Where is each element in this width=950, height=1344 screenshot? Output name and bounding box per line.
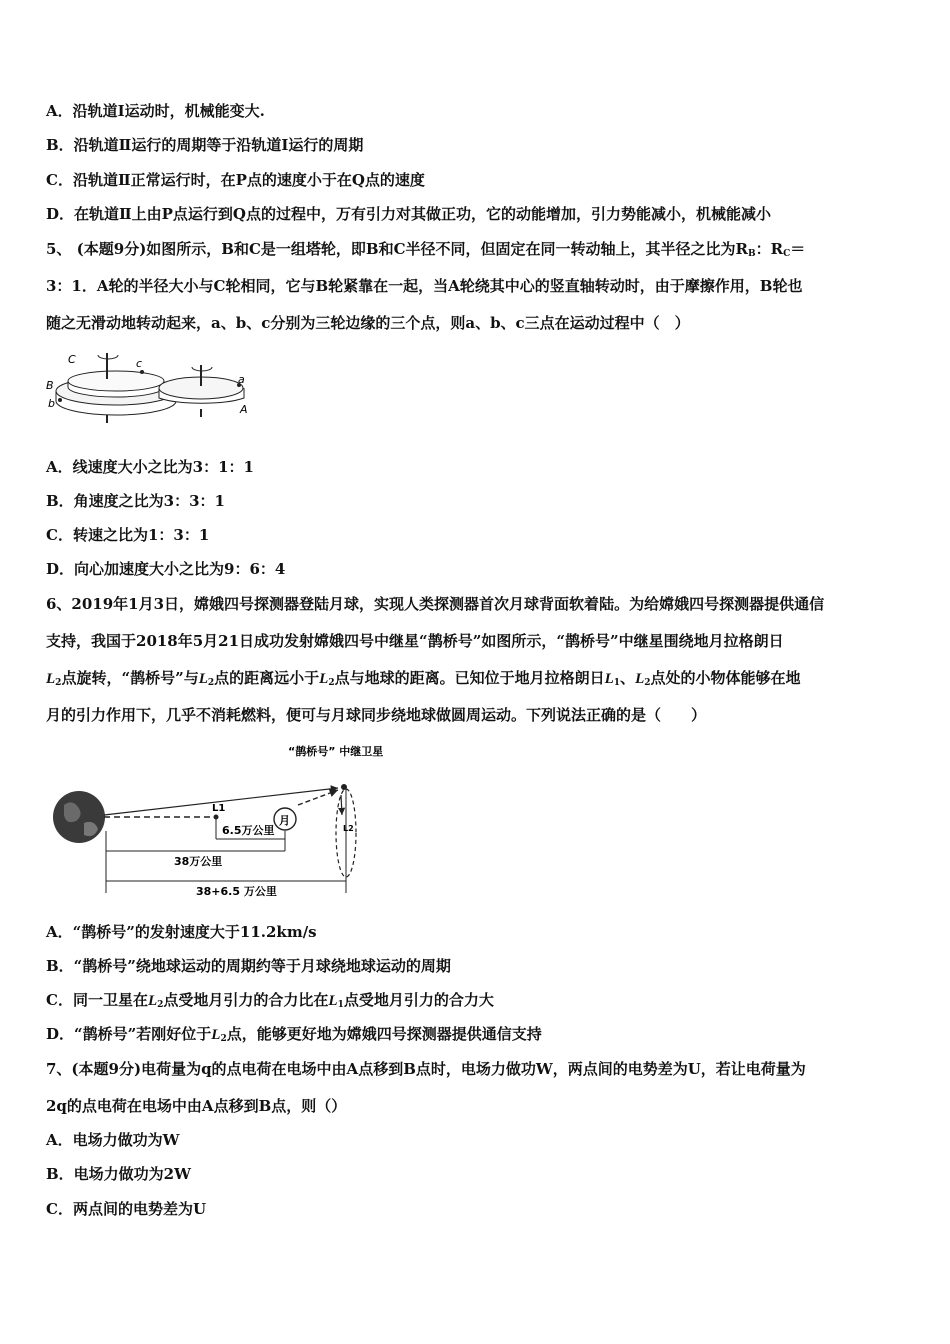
fig-label-C: C xyxy=(68,353,76,366)
q5-option-b: B．角速度之比为3：3：1 xyxy=(46,492,225,510)
fig-relay-satellite-label: “鹊桥号” 中继卫星 xyxy=(288,745,384,758)
fig-label-A: A xyxy=(240,403,248,416)
q4-option-c: C．沿轨道Ⅱ正常运行时，在P点的速度小于在Q点的速度 xyxy=(46,171,425,189)
fig-distance-earth-moon: 38万公里 xyxy=(174,855,223,868)
tower-wheel-figure xyxy=(46,343,258,425)
q7-option-a: A．电场力做功为W xyxy=(46,1131,180,1149)
fig-label-c: c xyxy=(136,357,143,370)
fig-label-B: B xyxy=(46,379,54,392)
q6-stem-line-2: 支持，我国于2018年5月21日成功发射嫦娥四号中继星“鹊桥号”如图所示，“鹊桥号”中继星围绕地月拉格朗日 xyxy=(46,632,784,650)
fig-L2-label: L2 xyxy=(343,824,354,833)
q5-stem-line-2: 3：1．A轮的半径大小与C轮相同，它与B轮紧靠在一起，当A轮绕其中心的竖直轴转动时，由于摩擦作用，B轮也 xyxy=(46,277,803,295)
q5-option-c: C．转速之比为1：3：1 xyxy=(46,526,210,544)
q5-stem-line-1: 5、 (本题9分)如图所示，B和C是一组塔轮，即B和C半径不同，但固定在同一转动轴上，其半径之比为$R_B$：$R_C=$ xyxy=(46,240,806,259)
q7-option-c: C．两点间的电势差为U xyxy=(46,1200,207,1218)
fig-label-b: b xyxy=(48,397,55,410)
q5-option-a: A．线速度大小之比为3：1：1 xyxy=(46,458,254,476)
q6-stem-line-3: $L_2$点旋转，“鹊桥号”与$L_2$点的距离远小于$L_2$点与地球的距离。已知位于地月拉格朗日$L_1$、$L_2$点处的小物体能够在地 xyxy=(46,669,801,688)
q6-option-a: A．“鹊桥号”的发射速度大于11.2km/s xyxy=(46,923,317,941)
fig-distance-L1-moon: 6.5万公里 xyxy=(222,824,275,837)
q6-option-c: C．同一卫星在$L_2$点受地月引力的合力比在$L_1$点受地月引力的合力大 xyxy=(46,991,494,1010)
q6-stem-line-4: 月的引力作用下，几乎不消耗燃料，便可与月球同步绕地球做圆周运动。下列说法正确的是（ ） xyxy=(46,706,707,724)
q6-option-d: D．“鹊桥号”若刚好位于$L_2$点，能够更好地为嫦娥四号探测器提供通信支持 xyxy=(46,1025,542,1044)
fig-L1-label: L1 xyxy=(212,803,226,814)
fig-label-a: a xyxy=(238,373,245,386)
fig-distance-earth-L2: 38+6.5 万公里 xyxy=(196,885,277,898)
fig-moon-label: 月 xyxy=(279,814,290,827)
q6-stem-line-1: 6、2019年1月3日，嫦娥四号探测器登陆月球，实现人类探测器首次月球背面软着陆。为给嫦娥四号探测器提供通信 xyxy=(46,595,825,613)
q6-option-b: B．“鹊桥号”绕地球运动的周期约等于月球绕地球运动的周期 xyxy=(46,957,451,975)
q5-option-d: D．向心加速度大小之比为9：6：4 xyxy=(46,560,286,578)
q7-stem-line-2: 2q的点电荷在电场中由A点移到B点，则（） xyxy=(46,1097,347,1115)
earth-moon-lagrange-figure xyxy=(46,735,406,901)
q4-option-d: D．在轨道Ⅱ上由P点运行到Q点的过程中，万有引力对其做正功，它的动能增加，引力势能减小，机械能减小 xyxy=(46,205,771,223)
q5-stem-line-3: 随之无滑动地转动起来，a、b、c分别为三轮边缘的三个点，则a、b、c三点在运动过程中（ ） xyxy=(46,314,690,332)
q7-stem-line-1: 7、(本题9分)电荷量为q的点电荷在电场中由A点移到B点时，电场力做功W，两点间的电势差为U，若让电荷量为 xyxy=(46,1060,806,1078)
q4-option-a: A．沿轨道Ⅰ运动时，机械能变大. xyxy=(46,102,265,120)
q7-option-b: B．电场力做功为2W xyxy=(46,1165,191,1183)
q4-option-b: B．沿轨道Ⅱ运行的周期等于沿轨道Ⅰ运行的周期 xyxy=(46,136,364,154)
